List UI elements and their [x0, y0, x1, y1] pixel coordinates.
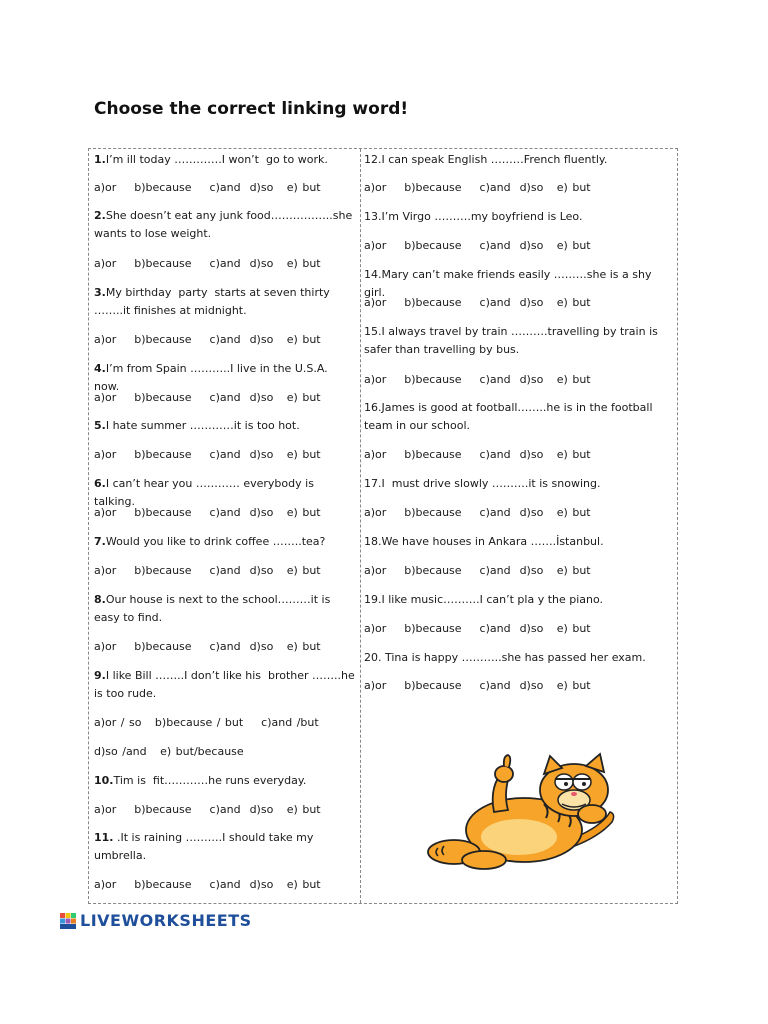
options-10[interactable]: a)or b)because c)and d)so e) but	[94, 803, 321, 816]
question-11: 11. .It is raining ……….I should take my umbrella.	[94, 831, 317, 862]
question-8: 8.Our house is next to the school………it is easy to find.	[94, 593, 334, 624]
question-10: 10.Tim is fit…………he runs everyday.	[94, 774, 307, 787]
question-5: 5.I hate summer …………it is too hot.	[94, 419, 300, 432]
question-4: 4.I’m from Spain ………..I live in the U.S.A. now.	[94, 362, 332, 393]
liveworksheets-logo	[60, 911, 252, 930]
options-3[interactable]: a)or b)because c)and d)so e) but	[94, 333, 321, 346]
options-11[interactable]: a)or b)because c)and d)so e) but	[94, 878, 321, 891]
question-15: 15.I always travel by train ……….travelling by train is safer than travelling by bus.	[364, 325, 662, 356]
question-20: 20. Tina is happy ………..she has passed her exam.	[364, 651, 646, 664]
question-17: 17.I must drive slowly ……….it is snowing.	[364, 477, 601, 490]
question-9: 9.I like Bill ……..I don’t like his brother ……..he is too rude.	[94, 669, 359, 700]
options-8[interactable]: a)or b)because c)and d)so e) but	[94, 640, 321, 653]
options-2[interactable]: a)or b)because c)and d)so e) but	[94, 257, 321, 270]
question-18: 18.We have houses in Ankara …….İstanbul.	[364, 535, 604, 548]
options-12[interactable]: a)or b)because c)and d)so e) but	[364, 181, 591, 194]
question-19: 19.I like music……….I can’t pla y the piano.	[364, 593, 604, 606]
question-16: 16.James is good at football……..he is in the football team in our school.	[364, 401, 656, 432]
question-1: 1.I’m ill today ………….I won’t go to work.	[94, 153, 328, 166]
options-7[interactable]: a)or b)because c)and d)so e) but	[94, 564, 321, 577]
options-9b[interactable]: d)so /and e) but/because	[94, 745, 244, 758]
question-7: 7.Would you like to drink coffee ……..tea?	[94, 535, 326, 548]
question-12: 12.I can speak English ………French fluently.	[364, 153, 608, 166]
question-14: 14.Mary can’t make friends easily ………she is a shy girl.	[364, 268, 655, 299]
question-2: 2.She doesn’t eat any junk food……………..she wants to lose weight.	[94, 209, 356, 240]
options-9a[interactable]: a)or / so b)because / but c)and /but	[94, 716, 319, 729]
liveworksheets-logo-icon	[60, 913, 76, 929]
options-18[interactable]: a)or b)because c)and d)so e) but	[364, 564, 591, 577]
options-16[interactable]: a)or b)because c)and d)so e) but	[364, 448, 591, 461]
question-13: 13.I’m Virgo ……….my boyfriend is Leo.	[364, 210, 583, 223]
column-divider	[360, 149, 361, 903]
options-6[interactable]: a)or b)because c)and d)so e) but	[94, 506, 321, 519]
options-19[interactable]: a)or b)because c)and d)so e) but	[364, 622, 591, 635]
liveworksheets-logo-text: LIVEWORKSHEETS	[80, 911, 252, 930]
garfield-illustration	[424, 752, 624, 872]
options-4[interactable]: a)or b)because c)and d)so e) but	[94, 391, 321, 404]
options-13[interactable]: a)or b)because c)and d)so e) but	[364, 239, 591, 252]
options-14[interactable]: a)or b)because c)and d)so e) but	[364, 296, 591, 309]
question-6: 6.I can’t hear you ………… everybody is talking.	[94, 477, 318, 508]
options-1[interactable]: a)or b)because c)and d)so e) but	[94, 181, 321, 194]
options-15[interactable]: a)or b)because c)and d)so e) but	[364, 373, 591, 386]
options-17[interactable]: a)or b)because c)and d)so e) but	[364, 506, 591, 519]
question-3: 3.My birthday party starts at seven thirty ……..it finishes at midnight.	[94, 286, 334, 317]
options-5[interactable]: a)or b)because c)and d)so e) but	[94, 448, 321, 461]
options-20[interactable]: a)or b)because c)and d)so e) but	[364, 679, 591, 692]
worksheet-title: Choose the correct linking word!	[94, 99, 409, 119]
